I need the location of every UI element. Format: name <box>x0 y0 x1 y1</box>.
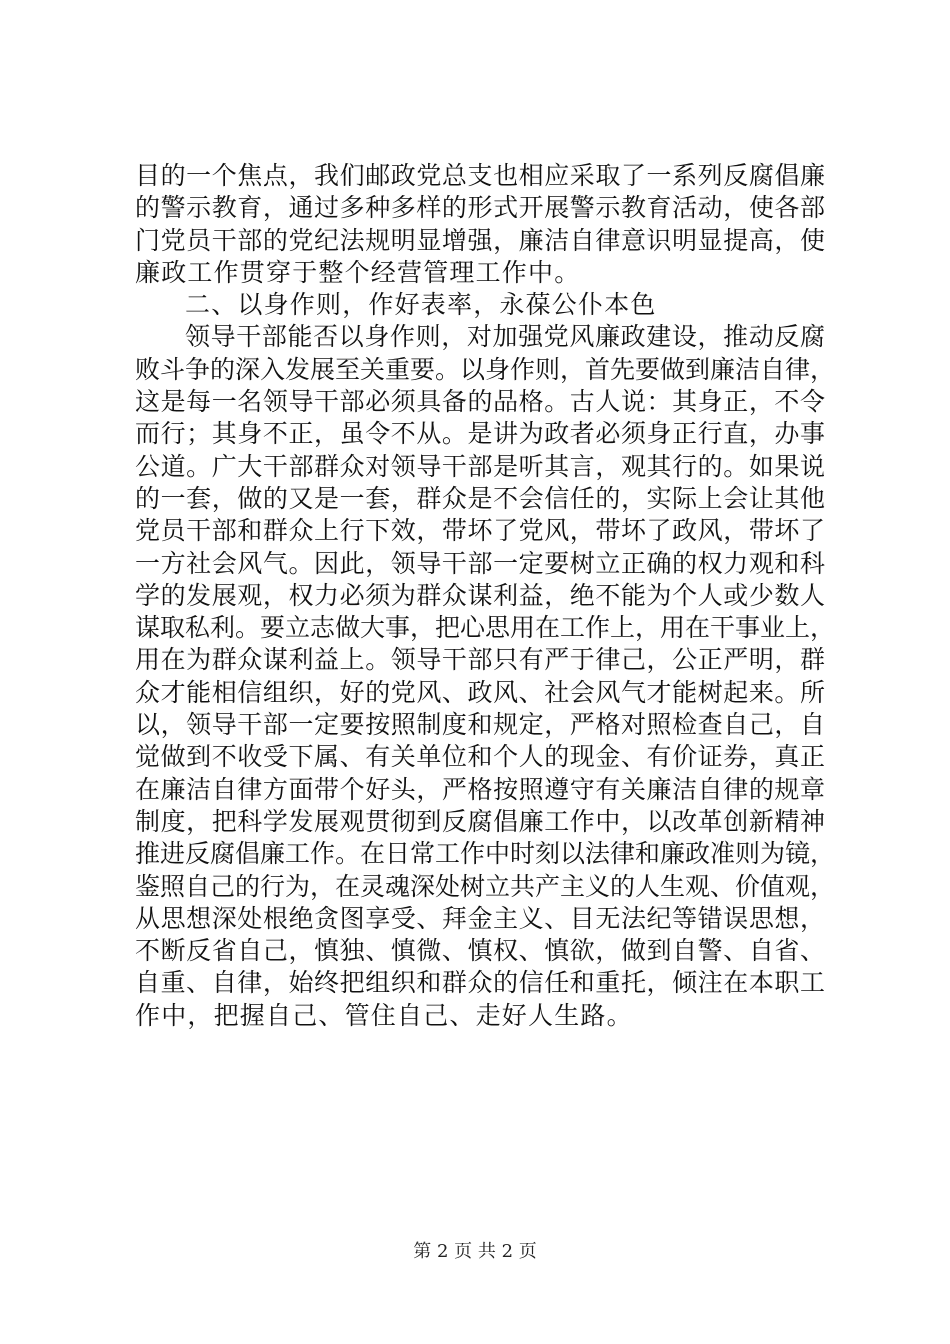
text-line: 公道。广大干部群众对领导干部是听其言，观其行的。如果说 <box>135 451 825 481</box>
text-line: 廉政工作贯穿于整个经营管理工作中。 <box>135 257 581 287</box>
text-line: 推进反腐倡廉工作。在日常工作中时刻以法律和廉政准则为镜， <box>135 839 836 869</box>
page-number-footer: 第 2 页 共 2 页 <box>413 1241 537 1262</box>
text-line: 门党员干部的党纪法规明显增强，廉洁自律意识明显提高，使 <box>135 225 825 255</box>
text-line: 领导干部能否以身作则，对加强党风廉政建设，推动反腐 <box>185 322 825 352</box>
text-line: 的警示教育，通过多种多样的形式开展警示教育活动，使各部 <box>135 193 825 223</box>
text-line: 从思想深处根绝贪图享受、拜金主义、目无法纪等错误思想， <box>135 903 825 933</box>
text-line: 以，领导干部一定要按照制度和规定，严格对照检查自己，自 <box>135 710 825 740</box>
text-line: 这是每一名领导干部必须具备的品格。古人说：其身正，不令 <box>135 387 825 417</box>
text-line: 目的一个焦点，我们邮政党总支也相应采取了一系列反腐倡廉 <box>135 161 825 190</box>
text-line: 作中，把握自己、管住自己、走好人生路。 <box>135 1000 633 1030</box>
text-line: 的一套，做的又是一套，群众是不会信任的，实际上会让其他 <box>135 483 825 513</box>
body-text <box>135 160 836 1032</box>
text-line: 觉做到不收受下属、有关单位和个人的现金、有价证券，真正 <box>135 742 825 772</box>
text-line: 众才能相信组织，好的党风、政风、社会风气才能树起来。所 <box>135 677 825 707</box>
text-line: 一方社会风气。因此，领导干部一定要树立正确的权力观和科 <box>135 548 825 578</box>
text-line: 自重、自律，始终把组织和群众的信任和重托，倾注在本职工 <box>135 968 825 998</box>
text-line: 不断反省自己，慎独、慎微、慎权、慎欲，做到自警、自省、 <box>135 936 825 966</box>
text-line: 党员干部和群众上行下效，带坏了党风，带坏了政风，带坏了 <box>135 516 825 546</box>
text-line: 制度，把科学发展观贯彻到反腐倡廉工作中，以改革创新精神 <box>135 806 825 836</box>
section-heading: 二、以身作则，作好表率，永葆公仆本色 <box>185 290 657 320</box>
text-line: 在廉洁自律方面带个好头，严格按照遵守有关廉洁自律的规章 <box>135 774 825 804</box>
text-line: 败斗争的深入发展至关重要。以身作则，首先要做到廉洁自律， <box>135 354 836 384</box>
text-line: 鉴照自己的行为，在灵魂深处树立共产主义的人生观、价值观， <box>135 871 836 901</box>
text-line: 而行；其身不正，虽令不从。是讲为政者必须身正行直，办事 <box>135 419 825 449</box>
text-line: 用在为群众谋利益上。领导干部只有严于律己，公正严明，群 <box>135 645 825 675</box>
text-line: 谋取私利。要立志做大事，把心思用在工作上，用在干事业上， <box>135 613 836 643</box>
text-line: 学的发展观，权力必须为群众谋利益，绝不能为个人或少数人 <box>135 580 825 610</box>
